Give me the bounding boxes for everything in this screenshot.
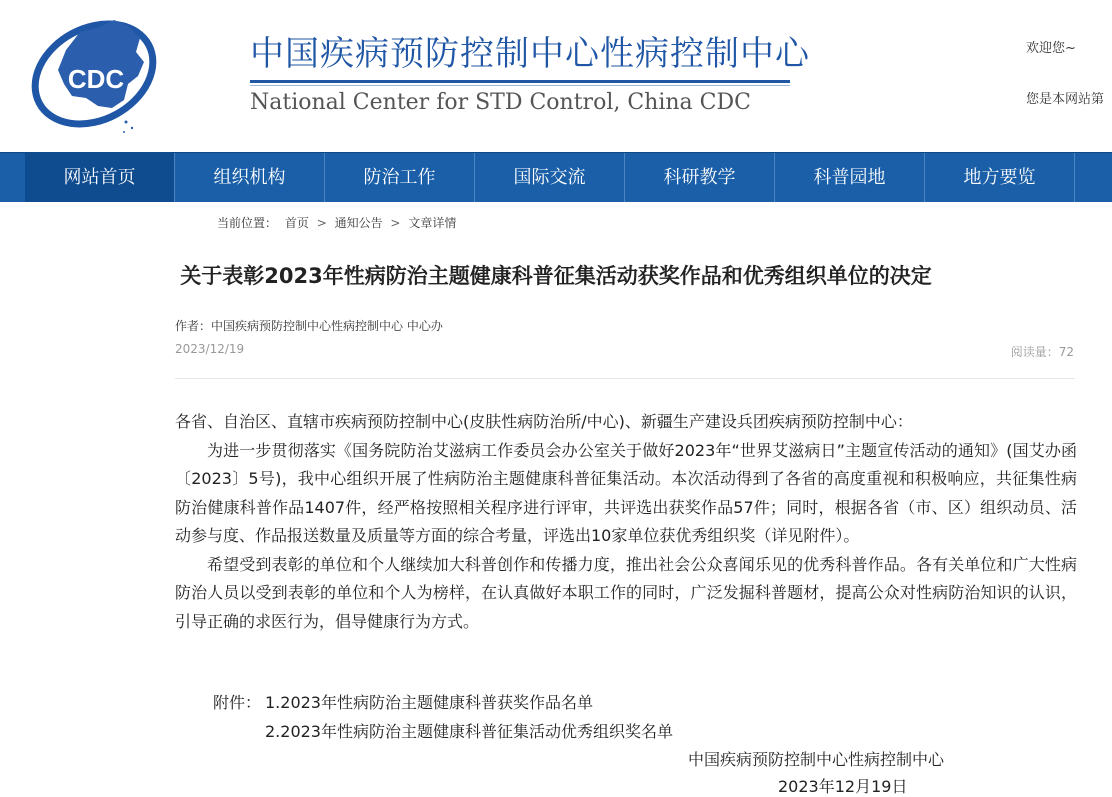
attachment-link[interactable]: 1.2023年性病防治主题健康科普获奖作品名单 [265,693,593,712]
attachments [213,689,673,746]
logo-text: CDC [67,64,125,94]
reads-label: 阅读量： [1010,345,1059,359]
breadcrumb [217,214,460,231]
signature-date: 2023年12月19日 [778,777,908,796]
article-date: 2023/12/19 [175,342,245,356]
nav-research-teaching[interactable]: 科研教学 [625,153,775,202]
nav-home[interactable]: 网站首页 [25,153,175,202]
breadcrumb-separator: > [316,216,327,230]
title-underline-thin [250,85,790,86]
title-underline [250,80,790,83]
main-nav [0,152,1112,202]
site-header [0,0,1112,152]
article-body [175,408,1077,636]
nav-organization[interactable]: 组织机构 [175,153,325,202]
nav-international[interactable]: 国际交流 [475,153,625,202]
nav-prevention-work[interactable]: 防治工作 [325,153,475,202]
cdc-logo[interactable] [28,10,160,140]
article-author [175,317,443,334]
breadcrumb-notices[interactable]: 通知公告 [334,216,383,230]
article-title: 关于表彰2023年性病防治主题健康科普征集活动获奖作品和优秀组织单位的决定 [180,264,932,288]
site-title: 中国疾病预防控制中心性病控制中心 [250,34,810,74]
welcome-text: 欢迎您~ [1026,41,1076,56]
paragraph: 为进一步贯彻落实《国务院防治艾滋病工作委员会办公室关于做好2023年“世界艾滋病日”主题宣传活动的通知》(国艾办函〔2023〕5号)，我中心组织开展了性病防治主题健康科普征集活动。本次活动得到了各省的高度重视和积极响应，共征集性病防治健康科普作品1407件，经严格按照相关程序进行评审，共评选出获奖作品57件；同时，根据各省（市、区）组织动员、活动参与度、作品报送数量及质量等方面的综合考量，评选出10家单位获优秀组织奖（详见附件）。 [175,440,1077,545]
breadcrumb-home[interactable]: 首页 [284,216,309,230]
breadcrumb-prefix: 当前位置： [217,216,278,230]
nav-science-garden[interactable]: 科普园地 [775,153,925,202]
reads-value: 72 [1058,345,1074,359]
attachment-link[interactable]: 2.2023年性病防治主题健康科普征集活动优秀组织奖名单 [265,721,673,741]
read-count [1011,343,1074,360]
breadcrumb-separator: > [390,216,401,230]
signature-org: 中国疾病预防控制中心性病控制中心 [688,750,945,769]
meta-divider [175,378,1075,379]
site-subtitle: National Center for STD Control, China CDC [250,90,751,115]
paragraph: 希望受到表彰的单位和个人继续加大科普创作和传播力度，推出社会公众喜闻乐见的优秀科普作品。各有关单位和广大性病防治人员以受到表彰的单位和个人为榜样，在认真做好本职工作的同时，广泛发掘科普题材，提高公众对性病防治知识的认识，引导正确的求医行为，倡导健康行为方式。 [175,554,1077,631]
author-label: 作者： [175,319,212,333]
nav-local-overview[interactable]: 地方要览 [925,153,1075,202]
author-name: 中国疾病预防控制中心性病控制中心 中心办 [211,319,443,333]
visitor-counter: 您是本网站第 [1026,92,1105,107]
salutation: 各省、自治区、直辖市疾病预防控制中心(皮肤性病防治所/中心)、新疆生产建设兵团疾病预防控制中心： [175,412,913,431]
breadcrumb-current: 文章详情 [408,216,457,230]
attachments-label: 附件： [213,693,262,712]
